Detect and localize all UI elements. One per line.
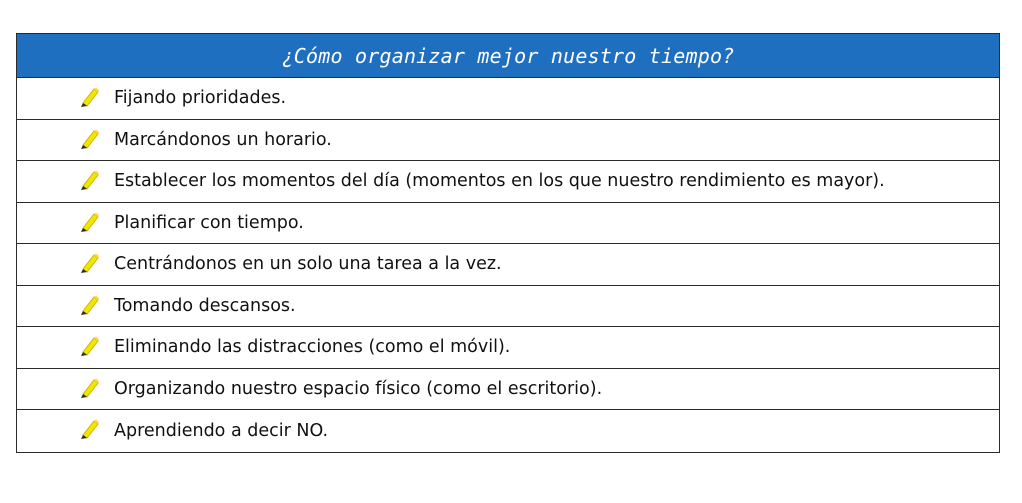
highlighter-pen-icon [77,168,101,192]
list-item [17,203,999,245]
list-item-label: Centrándonos en un solo una tarea a la vez. [114,254,502,275]
list-item [17,120,999,162]
list-item-label: Planificar con tiempo. [114,212,304,233]
highlighter-pen-icon [77,293,101,317]
tips-table [16,33,1000,453]
highlighter-pen-icon [77,210,101,234]
table-header [17,34,999,78]
list-item [17,161,999,203]
list-item-label: Aprendiendo a decir NO. [114,420,329,441]
list-item [17,244,999,286]
highlighter-pen-icon [77,85,101,109]
list-item-label: Fijando prioridades. [114,88,287,109]
list-item-label: Organizando nuestro espacio físico (como el escritorio). [114,378,603,399]
highlighter-pen-icon [77,376,101,400]
table-title: ¿Cómo organizar mejor nuestro tiempo? [281,43,735,68]
list-item [17,286,999,328]
highlighter-pen-icon [77,334,101,358]
list-item-label: Marcándonos un horario. [114,129,332,150]
highlighter-pen-icon [77,127,101,151]
list-item [17,78,999,120]
list-item-label: Establecer los momentos del día (momentos en los que nuestro rendimiento es mayor). [114,171,885,192]
list-item [17,327,999,369]
list-item [17,369,999,411]
highlighter-pen-icon [77,417,101,441]
list-item-label: Tomando descansos. [114,295,296,316]
highlighter-pen-icon [77,251,101,275]
list-item [17,410,999,452]
list-item-label: Eliminando las distracciones (como el móvil). [114,337,511,358]
